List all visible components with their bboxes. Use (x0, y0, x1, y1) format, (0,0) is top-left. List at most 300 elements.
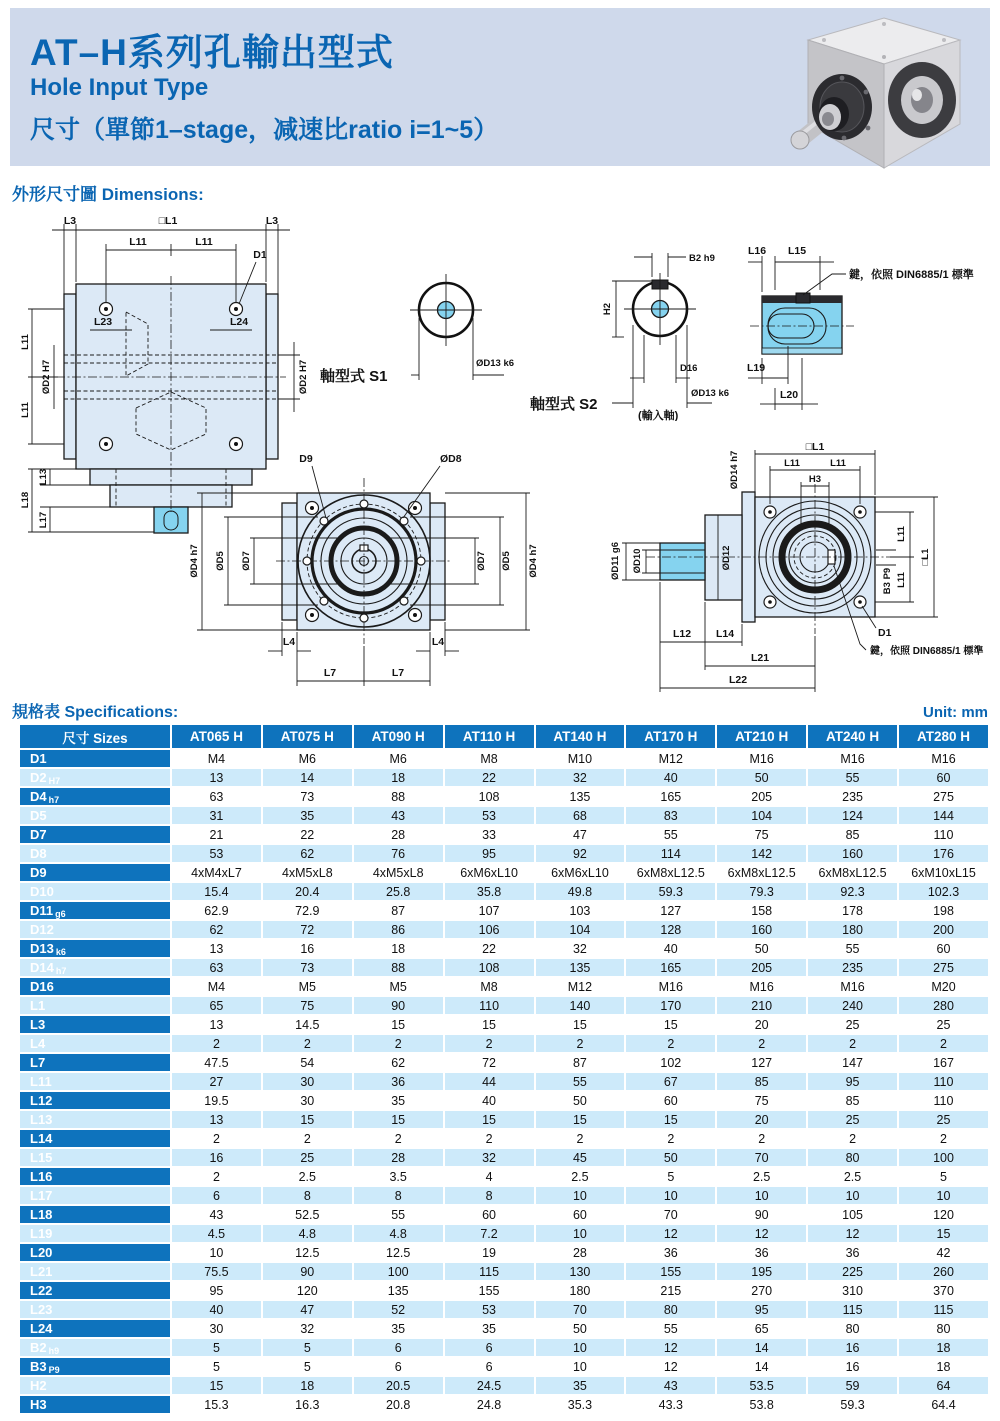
value-cell: 10 (536, 1358, 625, 1375)
value-cell: 59 (808, 1377, 897, 1394)
value-cell: 8 (445, 1187, 534, 1204)
table-row (20, 1054, 988, 1071)
value-cell: 87 (354, 902, 443, 919)
table-row (20, 902, 988, 919)
value-cell: 60 (536, 1206, 625, 1223)
value-cell: 43 (626, 1377, 715, 1394)
col-header-at110-h: AT110 H (445, 725, 534, 748)
row-label: L18 (20, 1206, 170, 1223)
unit-label: Unit: mm (923, 704, 988, 721)
value-cell: 235 (808, 959, 897, 976)
row-label-tolerance: h7 (55, 966, 67, 976)
shaft-type-s1-drawing (318, 258, 524, 418)
value-cell: 167 (899, 1054, 988, 1071)
value-cell: 44 (445, 1073, 534, 1090)
value-cell: 55 (808, 769, 897, 786)
dim-l17: L17 (38, 511, 49, 529)
value-cell: 14 (717, 1339, 806, 1356)
value-cell: 2 (899, 1035, 988, 1052)
key-note-top: 鍵，依照 DIN6885/1 標準 (849, 269, 974, 281)
value-cell: 120 (263, 1282, 352, 1299)
value-cell: 6 (445, 1339, 534, 1356)
value-cell: 8 (354, 1187, 443, 1204)
value-cell: 60 (626, 1092, 715, 1109)
value-cell: 53.8 (717, 1396, 806, 1413)
value-cell: 2.5 (536, 1168, 625, 1185)
specs-heading: 規格表 Specifications: (12, 704, 179, 721)
value-cell: 62 (354, 1054, 443, 1071)
dim-b2: B2 h9 (689, 253, 715, 264)
value-cell: 10 (808, 1187, 897, 1204)
dim-l23: L23 (93, 316, 113, 328)
value-cell: 108 (445, 959, 534, 976)
value-cell: 15 (172, 1377, 261, 1394)
value-cell: 15 (626, 1111, 715, 1128)
table-row (20, 883, 988, 900)
dim-l11-left1: L11 (20, 334, 31, 350)
dim-od13-s1: ØD13 k6 (476, 358, 515, 369)
value-cell: 15 (445, 1016, 534, 1033)
value-cell: 2 (172, 1130, 261, 1147)
page-subtitle: 尺寸（單節1–stage，减速比ratio i=1~5） (30, 116, 499, 144)
row-label: L7 (20, 1054, 170, 1071)
dim-l11-side-t1: L11 (784, 458, 800, 469)
value-cell: 12 (717, 1225, 806, 1242)
value-cell: 127 (626, 902, 715, 919)
value-cell: 235 (808, 788, 897, 805)
value-cell: 22 (445, 940, 534, 957)
value-cell: 15.3 (172, 1396, 261, 1413)
value-cell: 24.8 (445, 1396, 534, 1413)
dim-l1-side-top: □L1 (805, 441, 825, 453)
value-cell: M16 (626, 978, 715, 995)
value-cell: 12 (626, 1339, 715, 1356)
value-cell: 52.5 (263, 1206, 352, 1223)
value-cell: 19.5 (172, 1092, 261, 1109)
value-cell: 18 (354, 940, 443, 957)
value-cell: 135 (354, 1282, 443, 1299)
value-cell: 102.3 (899, 883, 988, 900)
dimension-drawings (0, 210, 1000, 697)
output-flange-drawing (188, 440, 560, 697)
value-cell: 36 (717, 1244, 806, 1261)
value-cell: 3.5 (354, 1168, 443, 1185)
dim-l3-left: L3 (63, 215, 77, 227)
col-header-at090-h: AT090 H (354, 725, 443, 748)
row-label: D5 (20, 807, 170, 824)
value-cell: 16 (263, 940, 352, 957)
value-cell: 20 (717, 1111, 806, 1128)
value-cell: 120 (899, 1206, 988, 1223)
col-header-at240-h: AT240 H (808, 725, 897, 748)
value-cell: M5 (354, 978, 443, 995)
value-cell: 47 (536, 826, 625, 843)
col-header-at065-h: AT065 H (172, 725, 261, 748)
value-cell: 13 (172, 1111, 261, 1128)
value-cell: 59.3 (626, 883, 715, 900)
value-cell: 15 (899, 1225, 988, 1242)
value-cell: 70 (717, 1149, 806, 1166)
row-label: D1 (20, 750, 170, 767)
value-cell: 14 (717, 1358, 806, 1375)
value-cell: M5 (263, 978, 352, 995)
value-cell: 10 (626, 1187, 715, 1204)
value-cell: 6xM6xL10 (445, 864, 534, 881)
value-cell: 35.3 (536, 1396, 625, 1413)
value-cell: 2 (536, 1035, 625, 1052)
value-cell: 5 (172, 1339, 261, 1356)
row-label-tolerance: h7 (48, 795, 60, 805)
value-cell: 10 (536, 1187, 625, 1204)
value-cell: 36 (354, 1073, 443, 1090)
table-row (20, 1396, 988, 1413)
dim-l18: L18 (20, 491, 31, 509)
value-cell: 10 (172, 1244, 261, 1261)
table-row (20, 788, 988, 805)
value-cell: 115 (899, 1301, 988, 1318)
value-cell: 142 (717, 845, 806, 862)
row-label-tolerance: P9 (48, 1365, 60, 1375)
col-header-at280-h: AT280 H (899, 725, 988, 748)
value-cell: 2 (536, 1130, 625, 1147)
table-row (20, 1377, 988, 1394)
row-label: L11 (20, 1073, 170, 1090)
value-cell: 128 (626, 921, 715, 938)
row-label: D11 g6 (20, 902, 170, 919)
value-cell: 16 (808, 1339, 897, 1356)
value-cell: 72 (263, 921, 352, 938)
dim-l19: L19 (746, 362, 766, 374)
row-label: D13 k6 (20, 940, 170, 957)
table-row (20, 1187, 988, 1204)
value-cell: 165 (626, 959, 715, 976)
value-cell: 16.3 (263, 1396, 352, 1413)
value-cell: 15.4 (172, 883, 261, 900)
value-cell: 5 (172, 1358, 261, 1375)
row-label: L1 (20, 997, 170, 1014)
dim-l14: L14 (715, 628, 735, 640)
value-cell: 14 (263, 769, 352, 786)
value-cell: 178 (808, 902, 897, 919)
value-cell: M6 (263, 750, 352, 767)
row-label-tolerance: h9 (48, 1346, 60, 1356)
value-cell: 110 (899, 1073, 988, 1090)
value-cell: 135 (536, 788, 625, 805)
value-cell: 180 (808, 921, 897, 938)
value-cell: 2 (717, 1035, 806, 1052)
value-cell: 198 (899, 902, 988, 919)
dim-od2-left: ØD2 H7 (41, 359, 52, 395)
value-cell: 70 (626, 1206, 715, 1223)
value-cell: 2 (626, 1130, 715, 1147)
value-cell: 12 (626, 1358, 715, 1375)
row-label: B2 h9 (20, 1339, 170, 1356)
value-cell: 92 (536, 845, 625, 862)
dim-d9: D9 (299, 453, 313, 465)
value-cell: 210 (717, 997, 806, 1014)
value-cell: 36 (626, 1244, 715, 1261)
value-cell: 70 (536, 1301, 625, 1318)
value-cell: 24.5 (445, 1377, 534, 1394)
value-cell: M16 (717, 978, 806, 995)
value-cell: 10 (899, 1187, 988, 1204)
table-row (20, 1320, 988, 1337)
value-cell: 102 (626, 1054, 715, 1071)
value-cell: 40 (626, 769, 715, 786)
dim-od5-right: ØD5 (501, 551, 512, 571)
value-cell: 5 (899, 1168, 988, 1185)
value-cell: 21 (172, 826, 261, 843)
value-cell: 7.2 (445, 1225, 534, 1242)
value-cell: 62 (263, 845, 352, 862)
value-cell: 85 (808, 826, 897, 843)
value-cell: 13 (172, 940, 261, 957)
row-label: L19 (20, 1225, 170, 1242)
value-cell: 90 (263, 1263, 352, 1280)
row-label-tolerance: k6 (55, 947, 66, 957)
value-cell: 5 (263, 1358, 352, 1375)
value-cell: 2 (445, 1130, 534, 1147)
value-cell: 50 (536, 1320, 625, 1337)
value-cell: 135 (536, 959, 625, 976)
dim-l4-right: L4 (431, 636, 445, 648)
value-cell: 53 (172, 845, 261, 862)
dim-d1: D1 (253, 249, 267, 261)
value-cell: 6 (445, 1358, 534, 1375)
dim-d1-side: D1 (878, 627, 892, 639)
row-label: D10 (20, 883, 170, 900)
value-cell: 30 (263, 1073, 352, 1090)
table-row (20, 1301, 988, 1318)
table-row (20, 1244, 988, 1261)
value-cell: 65 (717, 1320, 806, 1337)
value-cell: 35 (445, 1320, 534, 1337)
value-cell: 19 (445, 1244, 534, 1261)
row-label: L22 (20, 1282, 170, 1299)
value-cell: 20.8 (354, 1396, 443, 1413)
value-cell: 6 (354, 1339, 443, 1356)
value-cell: 63 (172, 959, 261, 976)
table-row (20, 1358, 988, 1375)
col-header-sizes: 尺寸 Sizes (20, 725, 170, 748)
key-note-side: 鍵，依照 DIN6885/1 標準 (870, 646, 984, 657)
dim-od7-right: ØD7 (476, 551, 487, 571)
value-cell: 110 (899, 1092, 988, 1109)
value-cell: 2 (626, 1035, 715, 1052)
s1-title: 軸型式 S1 (320, 368, 388, 385)
value-cell: 10 (717, 1187, 806, 1204)
value-cell: 55 (808, 940, 897, 957)
value-cell: 68 (536, 807, 625, 824)
value-cell: 79.3 (717, 883, 806, 900)
table-row (20, 1339, 988, 1356)
value-cell: 6xM8xL12.5 (808, 864, 897, 881)
dim-od4-right: ØD4 h7 (528, 544, 539, 578)
value-cell: M20 (899, 978, 988, 995)
value-cell: 92.3 (808, 883, 897, 900)
value-cell: 100 (354, 1263, 443, 1280)
dim-od5-left: ØD5 (215, 551, 226, 571)
table-row (20, 940, 988, 957)
value-cell: 160 (717, 921, 806, 938)
value-cell: 47.5 (172, 1054, 261, 1071)
dim-l22: L22 (728, 674, 748, 686)
value-cell: 107 (445, 902, 534, 919)
value-cell: 2.5 (808, 1168, 897, 1185)
value-cell: 12.5 (263, 1244, 352, 1261)
value-cell: 170 (626, 997, 715, 1014)
value-cell: 43.3 (626, 1396, 715, 1413)
value-cell: 40 (626, 940, 715, 957)
table-row (20, 1016, 988, 1033)
value-cell: 15 (445, 1111, 534, 1128)
value-cell: 54 (263, 1054, 352, 1071)
value-cell: 2.5 (263, 1168, 352, 1185)
value-cell: 160 (808, 845, 897, 862)
row-label: D7 (20, 826, 170, 843)
row-label: H3 (20, 1396, 170, 1413)
value-cell: 59.3 (808, 1396, 897, 1413)
value-cell: 87 (536, 1054, 625, 1071)
value-cell: 2 (263, 1130, 352, 1147)
value-cell: M4 (172, 750, 261, 767)
value-cell: 28 (536, 1244, 625, 1261)
row-label: L23 (20, 1301, 170, 1318)
value-cell: 10 (536, 1339, 625, 1356)
key-hub-drawing (742, 238, 998, 420)
row-label-tolerance: g6 (55, 909, 66, 919)
dim-od12: ØD12 (721, 545, 732, 571)
value-cell: 72 (445, 1054, 534, 1071)
value-cell: 370 (899, 1282, 988, 1299)
value-cell: 14.5 (263, 1016, 352, 1033)
value-cell: M8 (445, 750, 534, 767)
table-row (20, 845, 988, 862)
value-cell: 2 (808, 1035, 897, 1052)
value-cell: 75.5 (172, 1263, 261, 1280)
value-cell: 53 (445, 807, 534, 824)
table-row (20, 1035, 988, 1052)
input-shaft-note: (輸入軸) (638, 410, 679, 421)
value-cell: 47 (263, 1301, 352, 1318)
row-label: D4 h7 (20, 788, 170, 805)
value-cell: 6xM6xL10 (536, 864, 625, 881)
value-cell: 114 (626, 845, 715, 862)
value-cell: 73 (263, 959, 352, 976)
table-row (20, 1130, 988, 1147)
dim-l24: L24 (229, 316, 249, 328)
value-cell: M10 (536, 750, 625, 767)
value-cell: 25.8 (354, 883, 443, 900)
value-cell: 2 (445, 1035, 534, 1052)
value-cell: 32 (445, 1149, 534, 1166)
value-cell: 30 (263, 1092, 352, 1109)
value-cell: 15 (354, 1016, 443, 1033)
value-cell: 55 (536, 1073, 625, 1090)
value-cell: 270 (717, 1282, 806, 1299)
row-label: D14 h7 (20, 959, 170, 976)
dimensions-heading: 外形尺寸圖 Dimensions: (12, 185, 204, 204)
value-cell: 95 (717, 1301, 806, 1318)
value-cell: 88 (354, 788, 443, 805)
value-cell: 28 (354, 1149, 443, 1166)
value-cell: 12 (626, 1225, 715, 1242)
dim-l11-side-t2: L11 (830, 458, 846, 469)
value-cell: 60 (899, 769, 988, 786)
value-cell: 127 (717, 1054, 806, 1071)
value-cell: 90 (354, 997, 443, 1014)
value-cell: 50 (536, 1092, 625, 1109)
value-cell: 75 (263, 997, 352, 1014)
row-label: D2 H7 (20, 769, 170, 786)
value-cell: 50 (626, 1149, 715, 1166)
value-cell: 18 (263, 1377, 352, 1394)
value-cell: 12.5 (354, 1244, 443, 1261)
value-cell: 16 (808, 1358, 897, 1375)
value-cell: 2 (899, 1130, 988, 1147)
value-cell: 2 (172, 1035, 261, 1052)
table-row (20, 959, 988, 976)
value-cell: 20 (717, 1016, 806, 1033)
value-cell: 22 (445, 769, 534, 786)
value-cell: 4xM4xL7 (172, 864, 261, 881)
row-label: D9 (20, 864, 170, 881)
dim-od2-right: ØD2 H7 (298, 359, 309, 395)
value-cell: 6 (172, 1187, 261, 1204)
value-cell: 33 (445, 826, 534, 843)
value-cell: 8 (263, 1187, 352, 1204)
dim-l7-left: L7 (323, 667, 337, 679)
value-cell: 104 (717, 807, 806, 824)
value-cell: 72.9 (263, 902, 352, 919)
value-cell: 50 (717, 769, 806, 786)
value-cell: 88 (354, 959, 443, 976)
table-row (20, 921, 988, 938)
value-cell: 95 (808, 1073, 897, 1090)
dim-l4-left: L4 (282, 636, 296, 648)
value-cell: 130 (536, 1263, 625, 1280)
value-cell: 106 (445, 921, 534, 938)
value-cell: 176 (899, 845, 988, 862)
table-row (20, 1073, 988, 1090)
value-cell: M8 (445, 978, 534, 995)
dim-l7-right: L7 (391, 667, 405, 679)
value-cell: 180 (536, 1282, 625, 1299)
value-cell: 4 (445, 1168, 534, 1185)
value-cell: 100 (899, 1149, 988, 1166)
dim-l11-side-r1: L11 (896, 526, 907, 542)
dim-od7-left: ØD7 (241, 551, 252, 571)
row-label: L12 (20, 1092, 170, 1109)
value-cell: 95 (172, 1282, 261, 1299)
value-cell: 16 (172, 1149, 261, 1166)
row-label: L3 (20, 1016, 170, 1033)
value-cell: 40 (445, 1092, 534, 1109)
value-cell: 108 (445, 788, 534, 805)
value-cell: 13 (172, 1016, 261, 1033)
value-cell: 55 (354, 1206, 443, 1223)
table-row (20, 1282, 988, 1299)
col-header-at210-h: AT210 H (717, 725, 806, 748)
value-cell: 195 (717, 1263, 806, 1280)
value-cell: 25 (899, 1111, 988, 1128)
value-cell: 115 (445, 1263, 534, 1280)
dim-od4-left: ØD4 h7 (189, 544, 200, 578)
value-cell: 80 (808, 1149, 897, 1166)
value-cell: 310 (808, 1282, 897, 1299)
table-row (20, 1263, 988, 1280)
value-cell: 2 (354, 1130, 443, 1147)
